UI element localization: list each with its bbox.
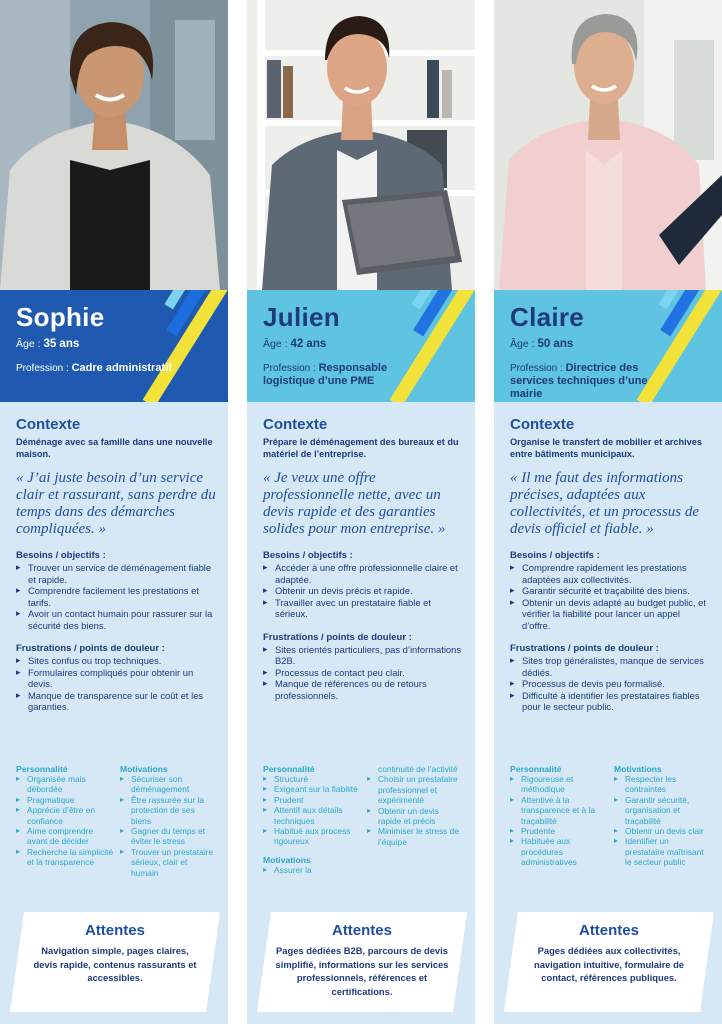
portrait-woman-image xyxy=(0,0,228,290)
persona-age: Âge : 35 ans xyxy=(16,338,80,350)
list-item: ▸ Avoir un contact humain pour rassurer sur la sécurité des biens. xyxy=(16,608,216,631)
persona-name: Julien xyxy=(263,302,340,332)
needs-title: Besoins / objectifs : xyxy=(263,550,353,561)
persona-card-julien xyxy=(247,0,475,1024)
expectations-box xyxy=(257,912,467,1012)
list-item: ▸ Trouver un service de déménagement fiable et rapide. xyxy=(16,562,216,585)
list-item: ▸ Comprendre facilement les prestations et tarifs. xyxy=(16,585,216,608)
list-item: ▸ Comprendre rapidement les prestations adaptées aux collectivités. xyxy=(510,562,710,585)
motivations-list xyxy=(367,764,463,847)
list-item: ▸ Obtenir un devis rapide et précis xyxy=(367,806,463,827)
list-item: ▸ Habitué aux process rigoureux xyxy=(263,826,361,847)
persona-body xyxy=(16,416,216,713)
context-text: Prépare le déménagement des bureaux et du matériel de l’entreprise. xyxy=(263,437,459,459)
motivations-list-start xyxy=(263,865,361,875)
persona-card-sophie xyxy=(0,0,228,1024)
personality-list xyxy=(16,774,114,868)
list-item: ▸ Minimiser le stress de l’équipe xyxy=(367,826,463,847)
expectations-title: Attentes xyxy=(331,922,392,939)
list-item: ▸ Respecter les contraintes xyxy=(614,774,710,795)
pains-list xyxy=(263,644,463,702)
persona-body xyxy=(263,416,463,701)
personality-title: Personnalité xyxy=(263,764,315,774)
personality-column xyxy=(263,764,361,875)
list-item: ▸ Pragmatique xyxy=(16,795,114,805)
list-item: ▸ Difficulté à identifier les prestataires fiables pour le secteur public. xyxy=(510,690,710,713)
context-text: Organise le transfert de mobilier et archives entre bâtiments municipaux. xyxy=(510,437,702,459)
list-item: ▸ Prudente xyxy=(510,826,608,836)
context-title: Contexte xyxy=(16,416,81,433)
persona-quote: « Je veux une offre professionnelle nette, avec un devis rapide et des garanties solides pour mon entreprise. » xyxy=(263,470,446,537)
pains-title: Frustrations / points de douleur : xyxy=(263,631,412,643)
list-item: ▸ Processus de devis peu formalisé. xyxy=(510,678,710,690)
list-item: ▸ Habituée aux procédures administratives xyxy=(510,836,608,867)
persona-profession: Profession : Directrice des services techniques d’une mairie xyxy=(510,362,648,400)
list-item: ▸ Assurer la xyxy=(263,865,361,875)
expectations-text: Pages dédiées B2B, parcours de devis simplifié, informations sur les services professionnels, références et certifications. xyxy=(275,945,449,997)
persona-quote: « Il me faut des informations précises, adaptées aux collectivités, et un processus de devis officiel et fiable. » xyxy=(510,470,699,537)
list-item: ▸ Aime comprendre avant de décider xyxy=(16,826,114,847)
persona-age: Âge : 42 ans xyxy=(263,338,327,350)
list-item: ▸ Identifier un prestataire maîtrisant le secteur public xyxy=(614,836,710,867)
list-item: ▸ Garantir sécurité et traçabilité des biens. xyxy=(510,585,710,597)
list-item: ▸ Sécuriser son déménagement xyxy=(120,774,216,795)
personality-list xyxy=(510,774,608,868)
personality-title: Personnalité xyxy=(510,764,562,774)
motivations-title: Motivations xyxy=(614,764,662,774)
personality-column xyxy=(16,764,114,868)
expectations-text: Navigation simple, pages claires, devis rapide, contenus rassurants et accessibles. xyxy=(33,945,197,983)
expectations-title: Attentes xyxy=(84,922,145,939)
list-item: ▸ Manque de références ou de retours professionnels. xyxy=(263,678,463,701)
list-item: ▸ Sites confus ou trop techniques. xyxy=(16,655,216,667)
list-item: ▸ Accéder à une offre professionnelle claire et adaptée. xyxy=(263,562,463,585)
persona-card-claire xyxy=(494,0,722,1024)
list-item: ▸ Choisir un prestataire professionnel et expérimenté xyxy=(367,774,463,805)
persona-name: Sophie xyxy=(16,302,105,332)
persona-photo xyxy=(494,0,722,290)
needs-list xyxy=(510,562,710,631)
persona-photo xyxy=(0,0,228,290)
pains-list xyxy=(16,655,216,713)
list-item: ▸ Sites trop généralistes, manque de services dédiés. xyxy=(510,655,710,678)
motivations-column xyxy=(367,764,463,847)
persona-header-band xyxy=(247,290,475,402)
persona-name: Claire xyxy=(510,302,585,332)
expectations-text: Pages dédiées aux collectivités, navigation intuitive, formulaire de contact, références publiques. xyxy=(533,945,685,983)
list-item: ▸ Rigoureuse et méthodique xyxy=(510,774,608,795)
persona-photo xyxy=(247,0,475,290)
persona-header-band xyxy=(494,290,722,402)
list-item: ▸ Organisée mais débordée xyxy=(16,774,114,795)
pains-title: Frustrations / points de douleur : xyxy=(16,643,165,654)
portrait-man-image xyxy=(247,0,475,290)
motivations-column xyxy=(120,764,216,878)
portrait-woman-image xyxy=(494,0,722,290)
persona-header-band xyxy=(0,290,228,402)
list-item: ▸ Structuré xyxy=(263,774,361,784)
persona-profession: Profession : Cadre administratif xyxy=(16,362,172,374)
context-text: Déménage avec sa famille dans une nouvelle maison. xyxy=(16,437,213,459)
list-item: ▸ Exigeant sur la fiabilité xyxy=(263,784,361,794)
list-item: ▸ Obtenir un devis précis et rapide. xyxy=(263,585,463,597)
list-item-continued: continuité de l’activité xyxy=(378,764,458,774)
expectations-box xyxy=(10,912,220,1012)
needs-list xyxy=(16,562,216,631)
context-title: Contexte xyxy=(263,416,328,433)
list-item: ▸ Sites orientés particuliers, pas d’informations B2B. xyxy=(263,644,463,667)
list-item: ▸ Être rassurée sur la protection de ses biens xyxy=(120,795,216,826)
list-item: ▸ Attentif aux détails techniques xyxy=(263,805,361,826)
list-item: ▸ Manque de transparence sur le coût et les garanties. xyxy=(16,690,216,713)
personality-title: Personnalité xyxy=(16,764,68,774)
motivations-list xyxy=(120,774,216,878)
list-item: ▸ Garantir sécurité, organisation et traçabilité xyxy=(614,795,710,826)
persona-profession: Profession : Responsable logistique d’une PME xyxy=(263,362,388,387)
list-item: ▸ Prudent xyxy=(263,795,361,805)
list-item: ▸ Obtenir un devis clair xyxy=(614,826,710,836)
motivations-list xyxy=(614,774,710,868)
personality-column xyxy=(510,764,608,868)
needs-title: Besoins / objectifs : xyxy=(16,550,106,561)
list-item: ▸ Trouver un prestataire sérieux, clair et humain xyxy=(120,847,216,878)
list-item: ▸ Apprécie d’être en confiance xyxy=(16,805,114,826)
motivations-title: Motivations xyxy=(263,854,311,865)
persona-quote: « J’ai juste besoin d’un service clair et rassurant, sans perdre du temps dans des démarches compliquées. » xyxy=(16,470,216,537)
list-item: ▸ Attentive à la transparence et à la traçabilité xyxy=(510,795,608,826)
motivations-title: Motivations xyxy=(120,764,168,774)
list-item: ▸ Recherche la simplicité et la transparence xyxy=(16,847,114,868)
persona-age: Âge : 50 ans xyxy=(510,338,574,350)
list-item: ▸ Gagner du temps et éviter le stress xyxy=(120,826,216,847)
personality-list xyxy=(263,774,361,847)
list-item: ▸ Formulaires compliqués pour obtenir un devis. xyxy=(16,667,216,690)
expectations-box xyxy=(504,912,714,1012)
motivations-column xyxy=(614,764,710,868)
needs-title: Besoins / objectifs : xyxy=(510,550,600,561)
list-item: ▸ Travailler avec un prestataire fiable et sérieux. xyxy=(263,597,463,620)
pains-title: Frustrations / points de douleur : xyxy=(510,643,659,654)
pains-list xyxy=(510,655,710,713)
list-item: ▸ Obtenir un devis adapté au budget public, et vérifier la fiabilité pour lancer un appel d’offre. xyxy=(510,597,710,632)
needs-list xyxy=(263,562,463,620)
list-item: ▸ Processus de contact peu clair. xyxy=(263,667,463,679)
context-title: Contexte xyxy=(510,416,575,433)
expectations-title: Attentes xyxy=(578,922,639,939)
persona-body xyxy=(510,416,710,713)
